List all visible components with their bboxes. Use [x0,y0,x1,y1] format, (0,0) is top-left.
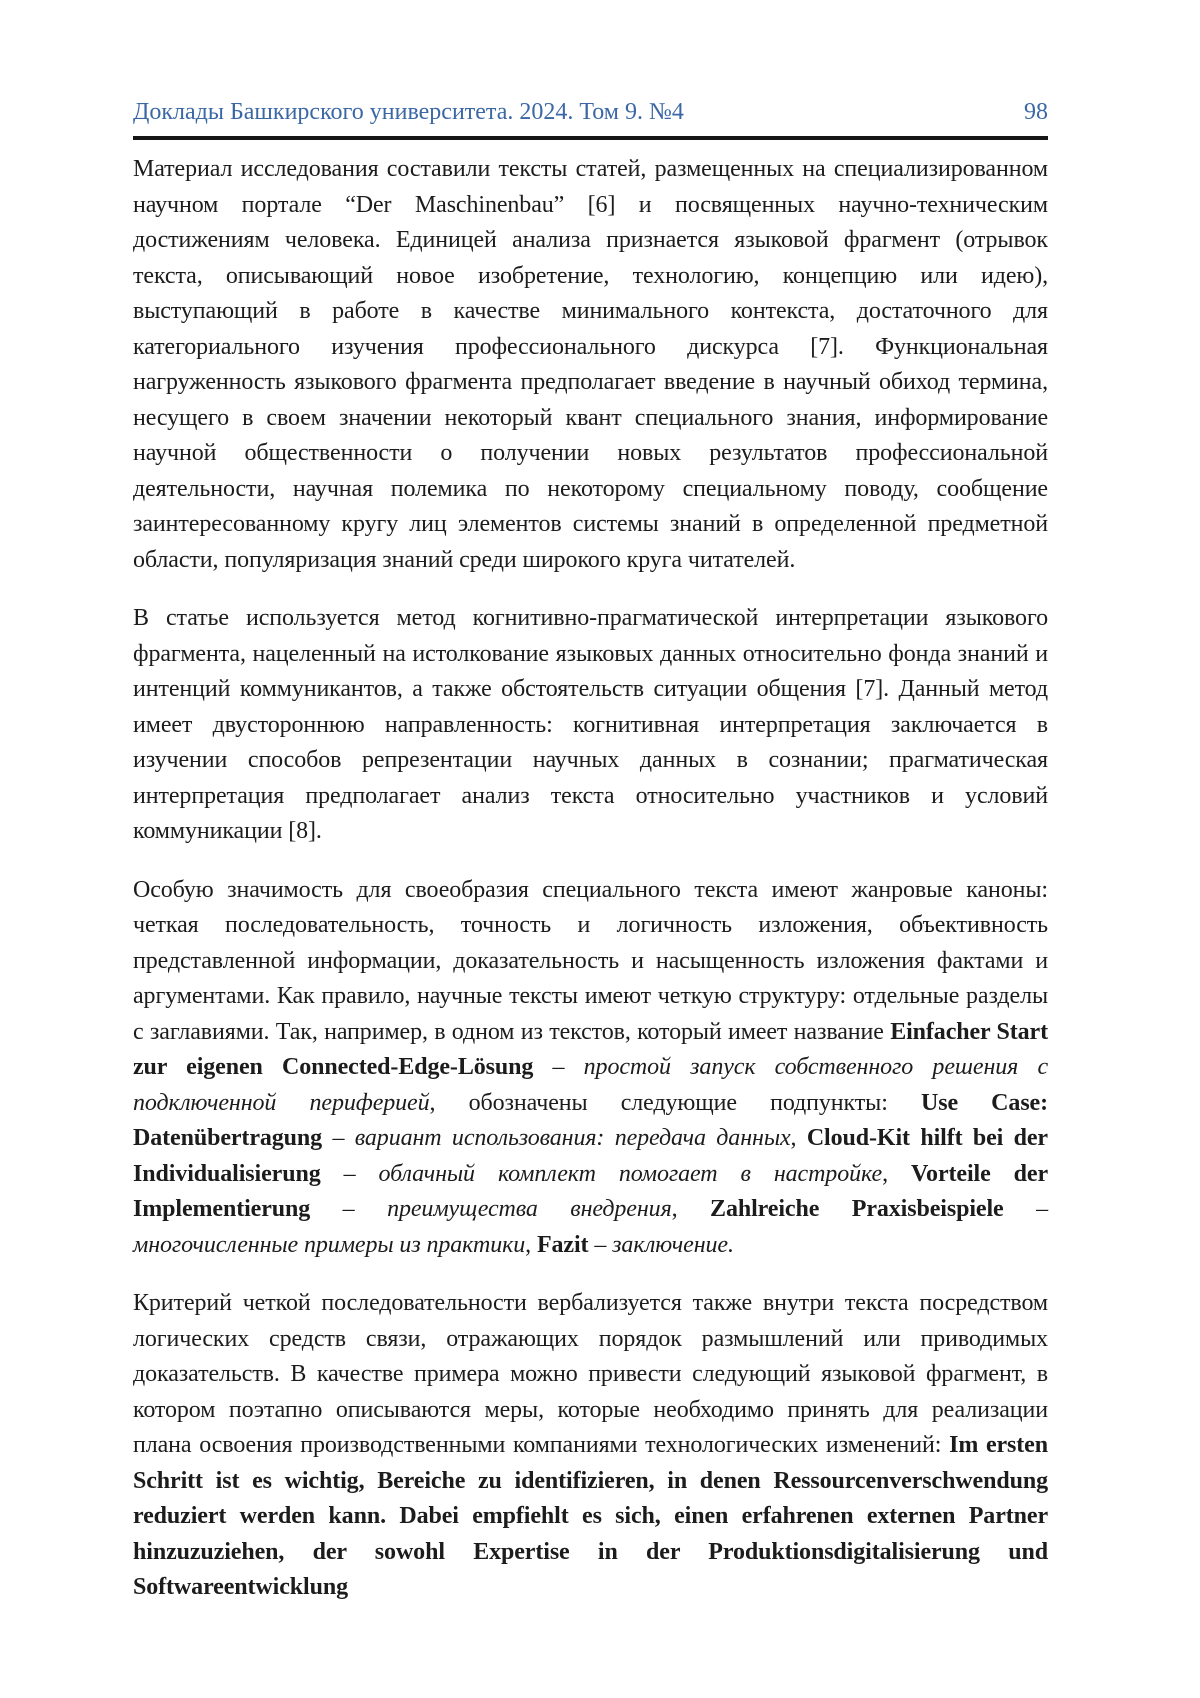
text-segment-normal: Материал исследования составили тексты статей, размещенных на специализированном научном портале “Der Maschinenbau” [6] и посвященных научно-техническим достижениям человека. Единицей анализа признается языковой фрагмент (отрывок текста, описывающий новое изобретение, технологию, концепцию или идею), выступающий в работе в качестве минимального контекста, достаточного для категориального изучения профессионального дискурса [7]. Функциональная нагруженность языкового фрагмента предполагает введение в научный обиход термина, несущего в своем значении некоторый квант специального знания, информирование научной общественности о получении новых результатов профессиональной деятельности, научная полемика по некоторому специальному поводу, сообщение заинтересованному кругу лиц элементов системы знаний в определенной предметной области, популяризация знаний среди широкого круга читателей. [133,156,1048,573]
text-segment-normal: Особую значимость для своеобразия специального текста имеют жанровые каноны: четкая последовательность, точность и логичность изложения, объективность представленной информации, доказательность и насыщенность изложения фактами и аргументами. Как правило, научные тексты имеют четкую структуру: отдельные разделы с заглавиями. Так, например, в одном из текстов, который имеет название [133,876,1048,1045]
text-segment-normal: – [310,1196,388,1222]
text-segment-bold: Einfacher Start zur eigenen Connected-Edge-Lösung [133,1018,1048,1080]
text-segment-bold: Zahlreiche Praxisbeispiele [710,1196,1004,1222]
text-segment-normal: , [882,1160,912,1187]
paragraph-4 [133,1286,1048,1606]
paragraph-2 [133,601,1048,850]
text-segment-normal: – [588,1231,613,1258]
text-segment-normal: , [671,1196,711,1222]
text-segment-bold: Im ersten Schritt ist es wichtig, Bereiche zu identifizieren, in denen Ressourcenverschwendung reduziert werden kann. Dabei empfiehlt es sich, einen erfahrenen externen Partner hinzuzuziehen, der sowohl Expertise in der Produktionsdigitalisierung und Softwareentwicklung [133,1432,1048,1600]
text-segment-normal: , [790,1125,807,1151]
text-segment-normal: – [533,1054,584,1080]
text-segment-italic: заключение. [612,1231,734,1258]
text-segment-normal: – [320,1160,379,1187]
text-segment-bold: Use Case: Datenübertragung [133,1089,1049,1151]
text-segment-normal: Критерий четкой последовательности вербализуется также внутри текста посредством логических средств связи, отражающих порядок размышлений или приводимых доказательств. В качестве примера можно привести следующий языковой фрагмент, в котором поэтапно описываются меры, которые необходимо принять для реализации плана освоения производственными компаниями технологических изменений: [133,1290,1048,1458]
text-segment-italic: многочисленные примеры из практики [133,1231,526,1258]
text-segment-bold: Cloud-Kit hilft bei der Individualisierung [133,1125,1048,1187]
page-number: 98 [1024,99,1048,125]
text-segment-normal: – [322,1125,355,1151]
journal-title: Доклады Башкирского университета. 2024. Том 9. №4 [133,99,684,125]
paragraph-1 [133,152,1048,578]
text-segment-bold: Vorteile der Implementierung [133,1160,1048,1222]
text-segment-bold: Fazit [536,1231,589,1258]
text-segment-normal: – [1003,1196,1048,1222]
text-segment-normal: , обозначены следующие подпункты: [429,1089,921,1116]
running-head [133,98,1048,126]
text-segment-italic: вариант использования: передача данных [354,1125,791,1151]
text-segment-normal: , [525,1231,537,1258]
text-segment-normal: В статье используется метод когнитивно-прагматической интерпретации языкового фрагмента, нацеленный на истолкование языковых данных относительно фонда знаний и интенций коммуникантов, а также обстоятельств ситуации общения [7]. Данный метод имеет двустороннюю направленность: когнитивная интерпретация заключается в изучении способов репрезентации научных данных в сознании; прагматическая интерпретация предполагает анализ текста относительно участников и условий коммуникации [8]. [133,605,1048,844]
paragraph-3 [133,873,1048,1264]
article-body [133,152,1048,1606]
text-segment-italic: облачный комплект помогает в настройке [378,1160,883,1187]
text-segment-italic: преимущества внедрения [387,1196,672,1222]
text-segment-italic: простой запуск собственного решения с подключенной периферией [133,1054,1048,1116]
header-rule [133,136,1048,140]
